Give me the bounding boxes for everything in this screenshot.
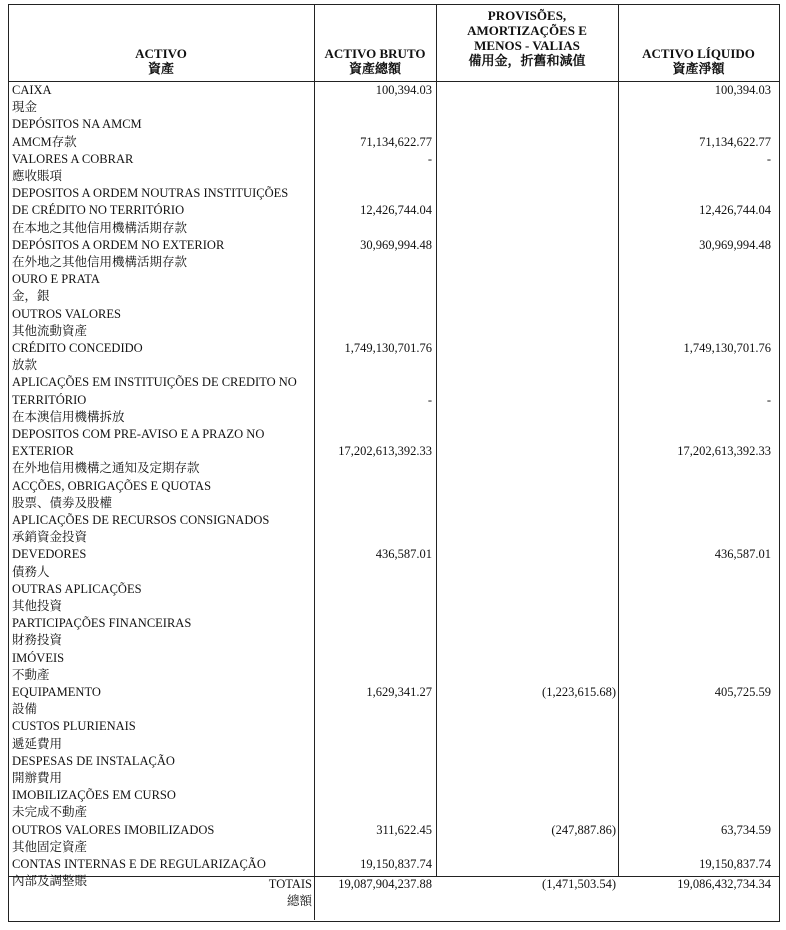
row-label: VALORES A COBRAR [12, 151, 134, 166]
col-divider-3 [618, 4, 619, 876]
balance-sheet [8, 4, 780, 920]
row-label: 設備 [12, 702, 38, 717]
row-label: DEPÓSITOS NA AMCM [12, 117, 142, 132]
row-label: CRÉDITO CONCEDIDO [12, 341, 143, 355]
row-label: 未完成不動產 [12, 805, 88, 820]
row-label: DEPOSITOS A ORDEM NOUTRAS INSTITUIÇÕES [12, 186, 289, 201]
header-prov-line3: MENOS - VALIAS [474, 38, 580, 53]
totals-provisoes: (1,471,503.54) [542, 877, 616, 891]
row-activo-liquido: 63,734.59 [721, 822, 771, 837]
header-activo-pt: ACTIVO [135, 46, 187, 61]
row-activo-bruto: 1,629,341.27 [366, 685, 432, 699]
row-activo-bruto: - [427, 151, 432, 166]
row-label: 在本澳信用機構拆放 [12, 409, 125, 424]
header-prov-zh: 備用金，折舊和減值 [468, 53, 586, 68]
row-activo-liquido: 1,749,130,701.76 [683, 341, 771, 355]
row-activo-liquido: 405,725.59 [714, 685, 771, 699]
row-label: 遞延費用 [12, 736, 63, 751]
row-activo-liquido: - [766, 392, 771, 407]
totals-label: TOTAIS [268, 877, 312, 891]
row-label: DEVEDORES [12, 547, 87, 562]
row-provisoes: (247,887.86) [551, 822, 616, 837]
header-activo-zh: 資產 [147, 61, 174, 76]
row-activo-bruto: 1,749,130,701.76 [344, 341, 432, 355]
header-provisoes [436, 8, 618, 68]
row-activo-liquido: 17,202,613,392.33 [677, 444, 771, 459]
header-liquido-zh: 資產淨額 [672, 61, 725, 76]
row-label: OURO E PRATA [12, 272, 100, 287]
row-label: IMÓVEIS [12, 650, 65, 665]
row-label: 其他流動資產 [12, 323, 88, 338]
header-bruto-pt: ACTIVO BRUTO [324, 46, 426, 61]
row-label: ACÇÕES, OBRIGAÇÕES E QUOTAS [12, 478, 212, 493]
header-liquido [618, 46, 779, 76]
totals-bruto: 19,087,904,237.88 [338, 877, 432, 891]
row-activo-bruto: 19,150,837.74 [360, 857, 432, 871]
row-label: 在外地之其他信用機構活期存款 [12, 255, 188, 269]
row-label: 開辦費用 [12, 771, 63, 785]
row-label: 其他固定資產 [12, 839, 88, 854]
row-label: IMOBILIZAÇÕES EM CURSO [12, 788, 176, 803]
row-activo-liquido: 100,394.03 [714, 83, 771, 97]
row-activo-liquido: 71,134,622.77 [699, 134, 771, 149]
row-activo-bruto: 17,202,613,392.33 [338, 444, 432, 459]
row-label: 承銷資金投資 [12, 530, 88, 545]
row-label: APLICAÇÕES EM INSTITUIÇÕES DE CREDITO NO [12, 375, 297, 390]
row-label: TERRITÓRIO [12, 392, 87, 407]
header-activo [8, 46, 314, 76]
row-label: AMCM存款 [12, 134, 77, 149]
row-activo-liquido: 436,587.01 [714, 547, 771, 562]
row-activo-bruto: 100,394.03 [375, 83, 432, 97]
row-activo-bruto: 30,969,994.48 [360, 237, 432, 252]
row-activo-bruto: 71,134,622.77 [360, 134, 432, 149]
row-label: DE CRÉDITO NO TERRITÓRIO [12, 203, 185, 218]
row-label: PARTICIPAÇÕES FINANCEIRAS [12, 616, 192, 631]
row-label: CAIXA [12, 83, 52, 97]
header-bruto [314, 46, 436, 76]
row-label: 內部及調整賬 [12, 874, 88, 889]
row-label: 放款 [12, 358, 38, 373]
row-label: 不動產 [12, 667, 50, 682]
row-label: CONTAS INTERNAS E DE REGULARIZAÇÃO [12, 857, 266, 871]
row-label: 應收賬項 [12, 169, 63, 183]
row-label: DEPÓSITOS A ORDEM NO EXTERIOR [12, 237, 225, 252]
row-activo-liquido: 30,969,994.48 [699, 237, 771, 252]
totals-label-zh: 總額 [286, 894, 312, 908]
row-label: 在本地之其他信用機構活期存款 [12, 220, 188, 235]
row-label: OUTROS VALORES IMOBILIZADOS [12, 822, 215, 837]
row-label: OUTROS VALORES [12, 306, 121, 321]
row-label: 財務投資 [12, 633, 63, 648]
row-label: OUTRAS APLICAÇÕES [12, 581, 142, 596]
totals-liquido: 19,086,432,734.34 [677, 877, 771, 891]
row-label: EQUIPAMENTO [12, 685, 101, 699]
row-activo-bruto: - [427, 392, 432, 407]
row-label: 債務人 [12, 564, 50, 579]
header-liquido-pt: ACTIVO LÍQUIDO [642, 46, 755, 61]
header-prov-line2: AMORTIZAÇÕES E [467, 23, 587, 38]
row-label: DESPESAS DE INSTALAÇÃO [12, 753, 175, 768]
row-activo-bruto: 436,587.01 [375, 547, 432, 562]
row-provisoes: (1,223,615.68) [542, 685, 616, 699]
header-bruto-zh: 資產總額 [348, 61, 401, 76]
row-activo-bruto: 12,426,744.04 [360, 203, 432, 218]
row-label: 在外地信用機構之通知及定期存款 [12, 461, 200, 476]
row-label: 金，銀 [12, 289, 50, 304]
row-activo-liquido: 12,426,744.04 [699, 203, 771, 218]
row-label: APLICAÇÕES DE RECURSOS CONSIGNADOS [12, 513, 270, 527]
col-divider-1 [314, 4, 315, 920]
header-prov-line1: PROVISÕES, [487, 8, 567, 23]
row-label: 現金 [12, 100, 38, 115]
row-label: DEPOSITOS COM PRE-AVISO E A PRAZO NO [12, 427, 265, 441]
row-activo-bruto: 311,622.45 [376, 822, 432, 837]
row-activo-liquido: - [766, 151, 771, 166]
col-divider-2 [436, 4, 437, 876]
row-activo-liquido: 19,150,837.74 [699, 857, 771, 871]
row-label: 股票、債劵及股權 [12, 495, 113, 510]
row-label: EXTERIOR [12, 444, 74, 459]
row-label: CUSTOS PLURIENAIS [12, 719, 136, 734]
row-label: 其他投資 [12, 599, 63, 613]
